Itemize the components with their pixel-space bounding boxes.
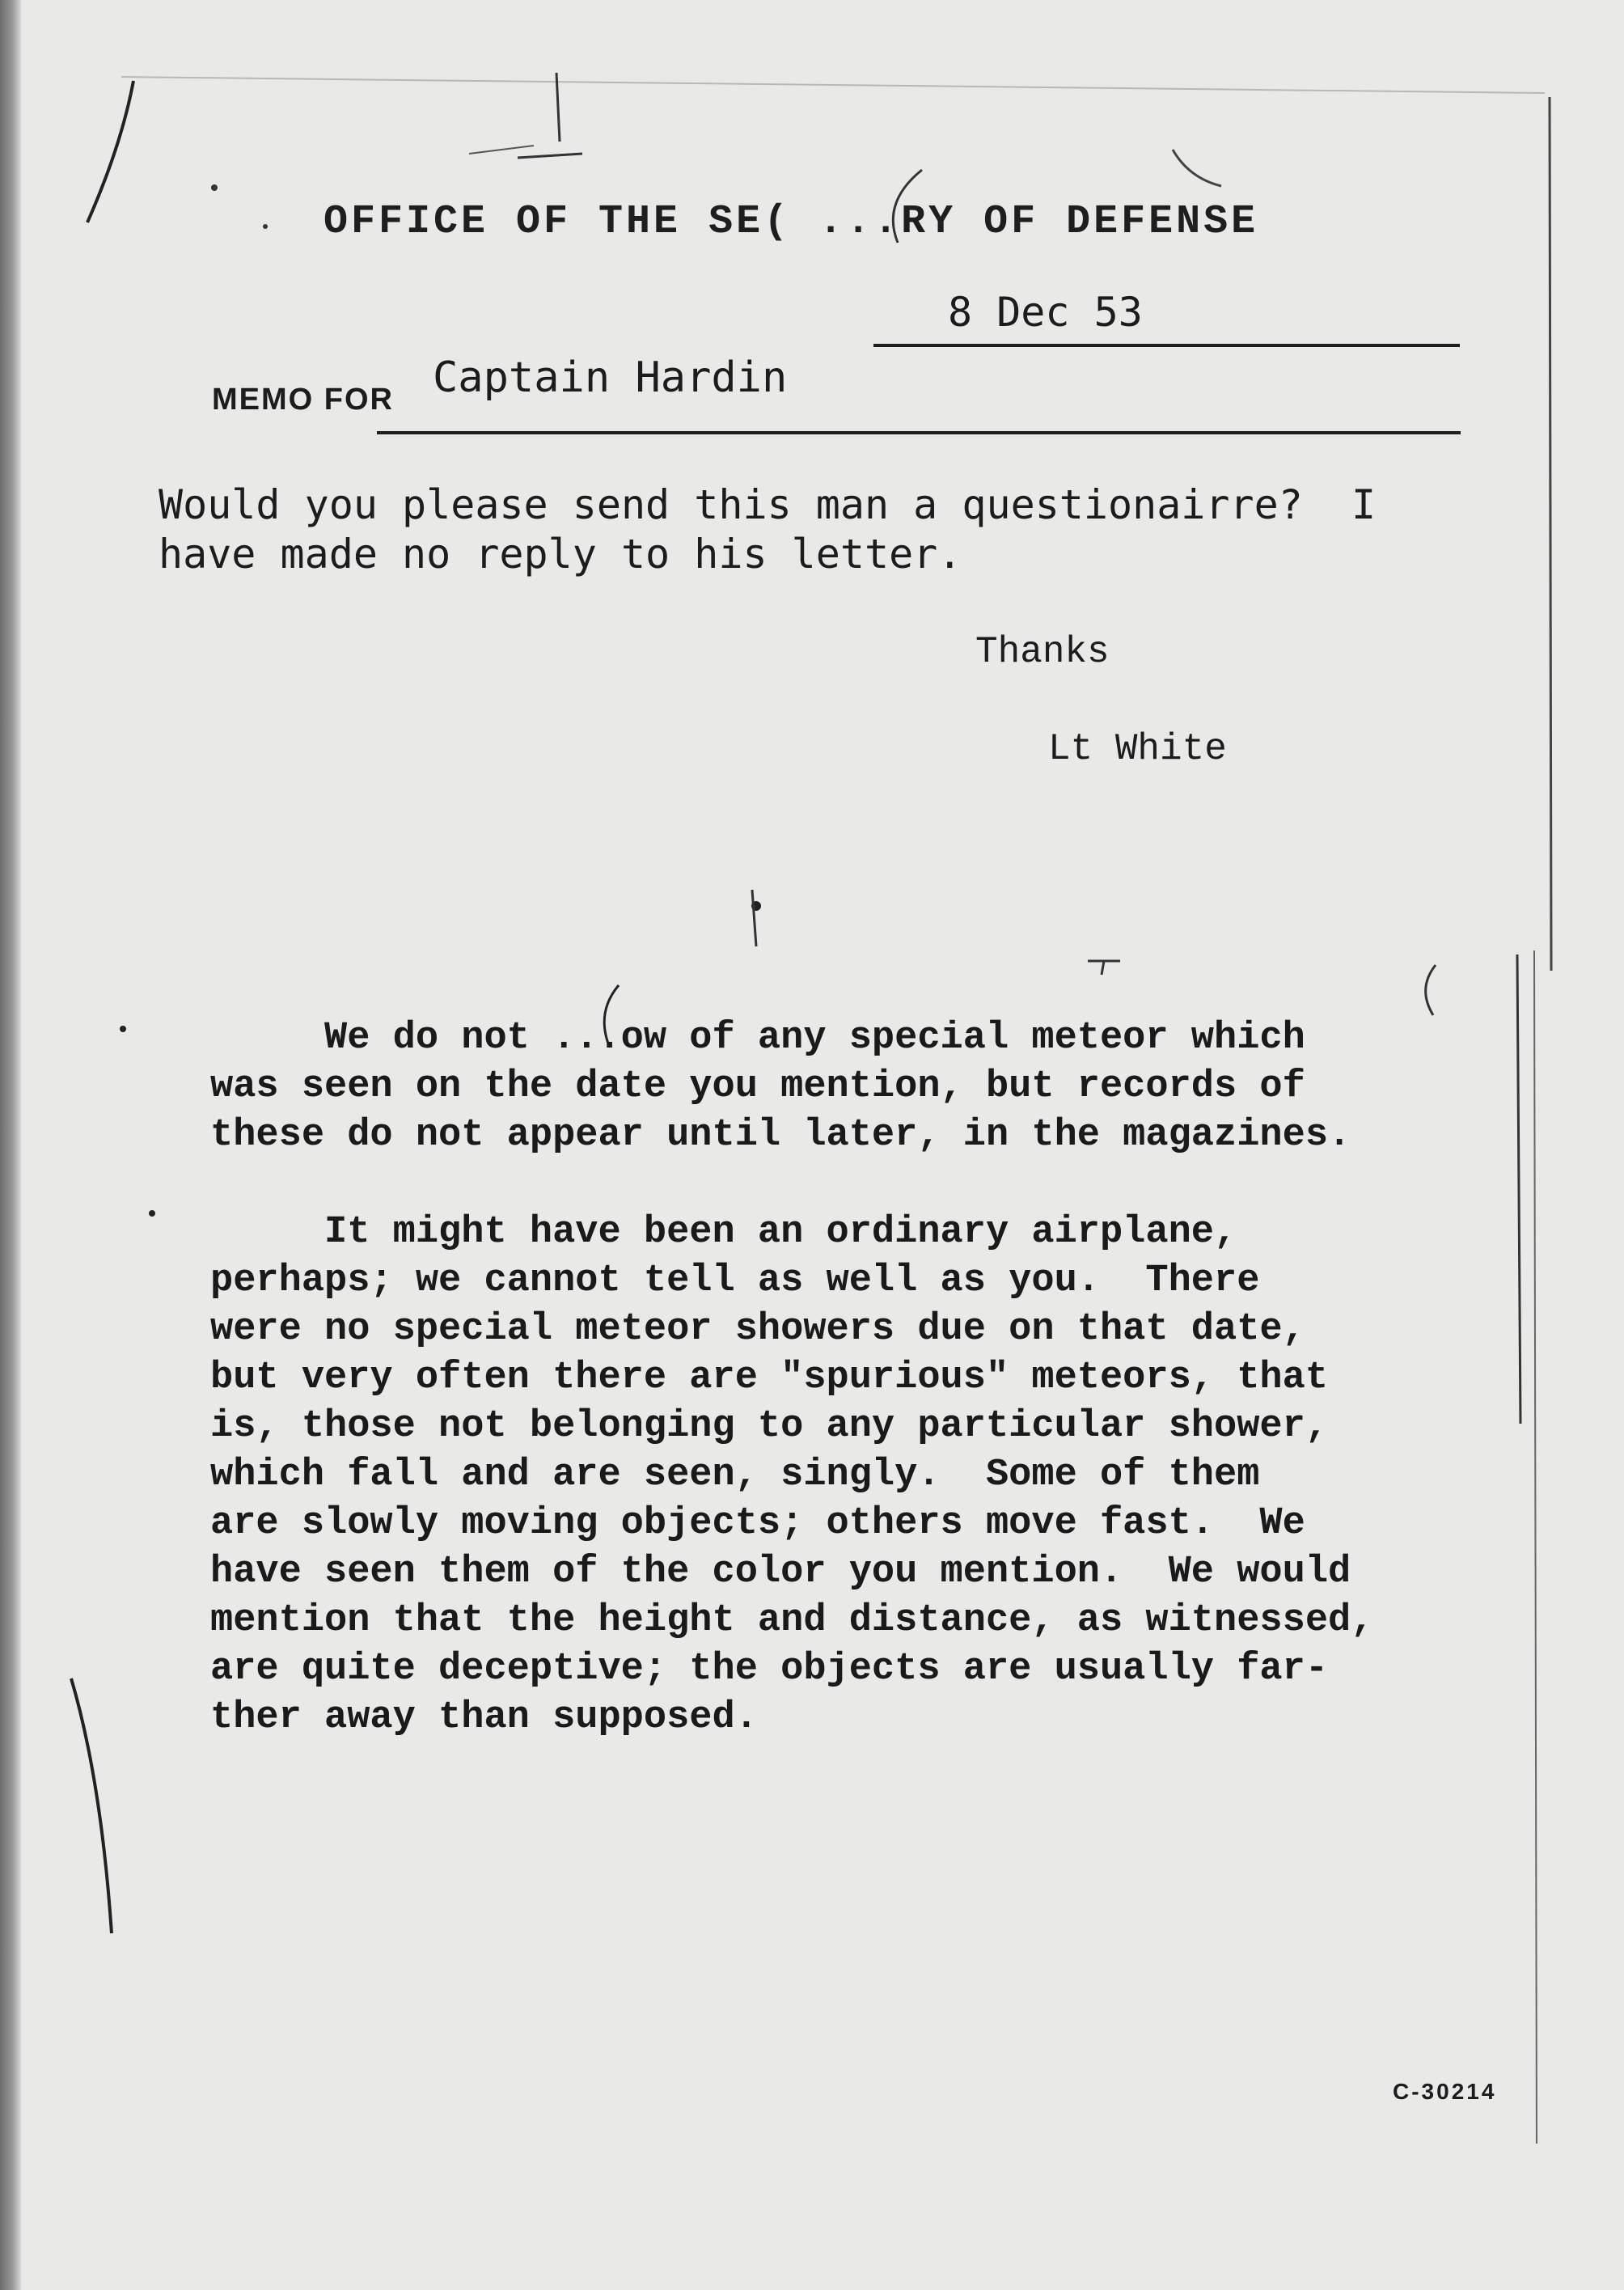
memo-signature: Lt White [1048, 728, 1227, 770]
scribble-mark-3 [1173, 150, 1221, 186]
speck-5 [149, 1210, 155, 1217]
pen-stroke-top-left [87, 81, 133, 222]
scribble-mark-2 [469, 146, 534, 154]
scribble-mark-1 [518, 73, 582, 158]
letter-right-edge-1 [1517, 955, 1520, 1424]
letter-paragraph-2: It might have been an ordinary airplane, perhaps; we cannot tell as well as you. There were no special meteor showers due on that date, but very often there are "spurious" meteors, that is, those not belonging to any particular shower, which fall and are seen, singly. Some of them are slowly moving objects; others move fast. We have seen them of the color you mention. We would mention that the height and distance, as witnessed, are quite deceptive; the objects are usually far- ther away than supposed. [210, 1211, 1374, 1739]
memo-body-text: Would you please send this man a questionairre? I have made no reply to his letter. [159, 481, 1377, 578]
speck-1 [211, 184, 218, 191]
scribble-mark-5 [1088, 961, 1120, 975]
letter-paragraph-1: We do not ...ow of any special meteor which was seen on the date you mention, but records of these do not appear until later, in the magazines. [210, 1017, 1351, 1157]
letterhead-title: OFFICE OF THE SE( ...RY OF DEFENSE [324, 199, 1259, 245]
letter-right-edge-2 [1534, 950, 1537, 2144]
document-number: C-30214 [1393, 2079, 1497, 2104]
memo-closing: Thanks [975, 631, 1110, 673]
recipient-underline [377, 431, 1461, 434]
speck-4 [120, 1026, 126, 1032]
bracket-mark-right [1426, 965, 1436, 1015]
memo-recipient: Captain Hardin [433, 353, 788, 402]
memo-date: 8 Dec 53 [948, 289, 1143, 336]
memo-slip-right-edge [1550, 97, 1551, 971]
memo-slip-edge [121, 77, 1545, 93]
letter-excerpt [210, 1014, 1488, 1791]
speck-2 [263, 224, 268, 229]
memo-for-label: MEMO FOR [212, 383, 394, 417]
date-underline [873, 344, 1460, 347]
scribble-mark-4 [752, 890, 756, 946]
pen-stroke-lower-left [71, 1678, 112, 1933]
